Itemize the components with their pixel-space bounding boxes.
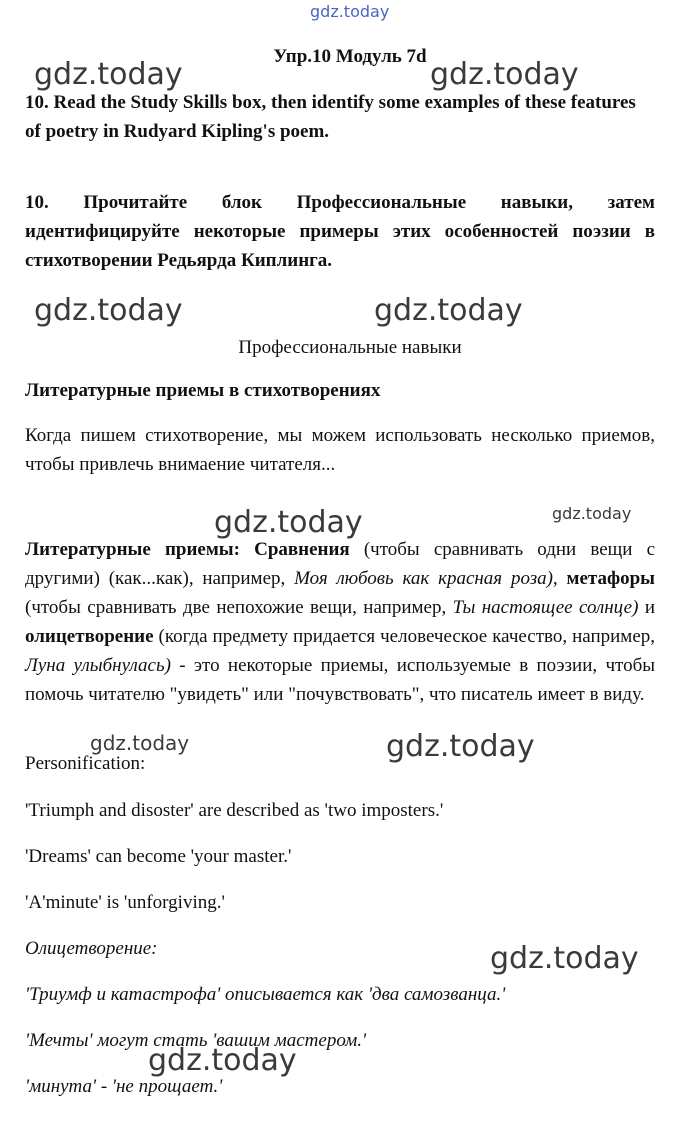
answer-ru-line: 'минута' - 'не прощает.' (25, 1076, 223, 1097)
watermark: gdz.today (214, 505, 363, 540)
personification-example: Луна улыбнулась) (25, 655, 171, 676)
metaphors-desc: (чтобы сравнивать две непохожие вещи, например, (25, 597, 453, 618)
watermark: gdz.today (374, 293, 523, 328)
watermark: gdz.today (552, 504, 632, 523)
task-russian: 10. Прочитайте блок Профессиональные навыки, затем идентифицируйте некоторые примеры этих особенностей поэзии в стихотворении Редьярда Киплинга. (25, 192, 655, 271)
page-title: Упр.10 Модуль 7d (273, 46, 427, 67)
skills-box-heading: Литературные приемы в стихотворениях (25, 380, 381, 401)
similes-desc: (чтобы сравнивать одни вещи с другими) (как...как), например, (25, 539, 656, 589)
personification-term: олицетворение (25, 626, 154, 647)
skills-box-devices (25, 535, 655, 709)
answer-en-line: 'A'minute' is 'unforgiving.' (25, 892, 225, 913)
answer-en-line: 'Triumph and disoster' are described as 'two imposters.' (25, 800, 444, 821)
answer-ru-line: 'Триумф и катастрофа' описывается как 'два самозванца.' (25, 984, 506, 1005)
skills-box-title: Профессиональные навыки (238, 337, 462, 358)
metaphors-term: метафоры (566, 568, 655, 589)
answer-en-label: Personification: (25, 753, 146, 774)
watermark: gdz.today (34, 293, 183, 328)
watermark-top: gdz.today (310, 2, 390, 21)
watermark: gdz.today (34, 57, 183, 92)
watermark: gdz.today (148, 1043, 297, 1078)
similes-example: Моя любовь как красная роза), (294, 568, 558, 589)
answer-ru-label: Олицетворение: (25, 938, 158, 959)
answer-en-line: 'Dreams' can become 'your master.' (25, 846, 292, 867)
personification-desc: (когда предмету придается человеческое качество, например, (153, 626, 655, 647)
skills-box-intro: Когда пишем стихотворение, мы можем использовать несколько приемов, чтобы привлечь внимаение читателя... (25, 425, 655, 475)
watermark: gdz.today (386, 729, 535, 764)
devices-and: и (638, 597, 655, 618)
answer-ru-line: 'Мечты' могут стать 'вашим мастером.' (25, 1030, 367, 1051)
watermark: gdz.today (490, 941, 639, 976)
metaphors-example: Ты настоящее солнце) (452, 597, 639, 618)
devices-tail: - это некоторые приемы, используемые в поэзии, чтобы помочь читателю "увидеть" или "почувствовать", что писатель имеет в виду. (25, 655, 655, 705)
watermark: gdz.today (430, 57, 579, 92)
watermark: gdz.today (90, 731, 190, 755)
devices-lead: Литературные приемы: (25, 539, 240, 560)
similes-term: Сравнения (254, 539, 350, 560)
task-english: 10. Read the Study Skills box, then identify some examples of these features of poetry in Rudyard Kipling's poem. (25, 92, 636, 142)
